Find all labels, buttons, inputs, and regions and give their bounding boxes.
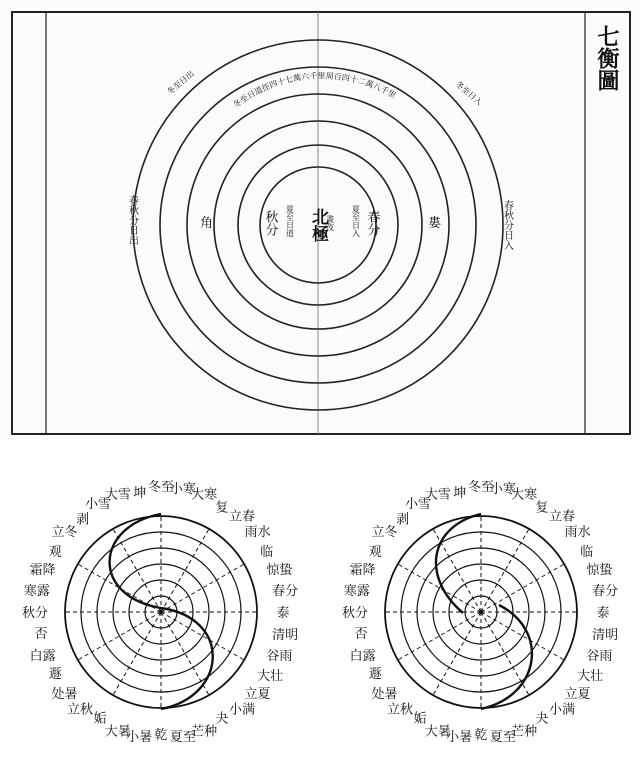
term-label: 夬	[535, 711, 549, 727]
term-label: 坤	[453, 485, 467, 501]
term-label: 夏至	[489, 730, 516, 746]
term-label: 白露	[29, 649, 56, 665]
term-label: 立夏	[244, 687, 271, 702]
term-label: 大暑	[424, 724, 451, 740]
term-label: 否	[34, 627, 48, 643]
left-mark: 角	[200, 216, 214, 231]
summer-solstice-path: 夏至日道	[285, 205, 295, 237]
term-label: 小暑	[446, 730, 473, 746]
term-label: 处暑	[51, 687, 78, 702]
right-arc-text: 冬至日入	[453, 79, 485, 108]
term-label: 立春	[548, 509, 576, 525]
term-label: 雨水	[244, 525, 271, 540]
term-label: 复	[215, 500, 229, 516]
term-label: 剥	[396, 512, 410, 528]
term-label: 谷雨	[586, 649, 613, 665]
term-label: 乾	[474, 728, 488, 743]
term-label: 大壮	[577, 669, 604, 684]
hexagram-diagram-left	[0, 446, 320, 773]
term-label: 秋分	[21, 606, 49, 621]
hexagram-diagram-right	[320, 446, 640, 773]
term-label: 小寒	[489, 481, 516, 497]
term-label: 姤	[413, 711, 427, 727]
term-label: 芒种	[191, 724, 218, 740]
term-label: 小寒	[169, 481, 196, 497]
term-label: 大壮	[257, 669, 284, 684]
term-label: 小满	[548, 702, 576, 718]
term-label: 观	[368, 545, 382, 560]
term-label: 霜降	[29, 562, 56, 578]
right-mark: 婁	[428, 216, 442, 231]
term-label: 立冬	[371, 525, 398, 540]
term-label: 夏至	[169, 730, 196, 746]
term-label: 寒露	[23, 584, 50, 600]
left-arc-text: 冬至日出	[165, 69, 196, 97]
term-label: 小满	[228, 702, 256, 718]
term-label: 白露	[349, 649, 376, 665]
term-label: 大雪	[424, 487, 451, 503]
left-outer-label: 春秋分日出	[126, 195, 138, 245]
term-label: 遯	[368, 667, 382, 682]
term-label: 惊蛰	[586, 562, 613, 578]
term-label: 否	[354, 627, 368, 643]
term-label: 坤	[133, 485, 147, 501]
term-label: 春分	[592, 584, 619, 600]
term-label: 遯	[48, 667, 62, 682]
center-day-night-label: 晝夜	[325, 215, 335, 231]
term-label: 立夏	[564, 687, 591, 702]
term-label: 小暑	[126, 730, 153, 746]
term-label: 泰	[596, 606, 610, 621]
term-label: 芒种	[511, 724, 538, 740]
autumn-equinox-label: 秋分	[262, 210, 278, 236]
spring-equinox-label: 春分	[364, 210, 380, 236]
term-label: 冬至	[147, 480, 175, 495]
term-label: 冬至	[467, 480, 495, 495]
term-label: 姤	[93, 711, 107, 727]
term-label: 乾	[154, 728, 168, 743]
term-label: 谷雨	[266, 649, 293, 665]
term-label: 小雪	[84, 496, 112, 512]
term-label: 清明	[592, 627, 619, 643]
term-label: 惊蛰	[266, 562, 293, 578]
north-pole-label: 北極	[308, 208, 328, 242]
term-label: 临	[580, 545, 594, 560]
term-label: 立冬	[51, 525, 78, 540]
top-arc-text: 冬至日道徑四十七萬六千里周百四十二萬八千里	[231, 71, 398, 110]
term-label: 临	[260, 545, 274, 560]
term-label: 寒露	[343, 584, 370, 600]
term-label: 雨水	[564, 525, 591, 540]
summer-solstice-entry: 夏至日入	[351, 205, 361, 237]
term-label: 处暑	[371, 687, 398, 702]
term-label: 夬	[215, 711, 229, 727]
term-label: 泰	[276, 606, 290, 621]
term-label: 剥	[76, 512, 90, 528]
term-label: 大雪	[104, 487, 131, 503]
term-label: 观	[48, 545, 62, 560]
diagram-title: 七衡圖	[594, 25, 620, 91]
term-label: 大寒	[511, 487, 538, 503]
left-diagram-grid	[65, 516, 257, 708]
term-label: 小雪	[404, 496, 432, 512]
term-label: 秋分	[341, 606, 369, 621]
term-label: 清明	[272, 627, 299, 643]
term-label: 大暑	[104, 724, 131, 740]
term-label: 立秋	[386, 702, 414, 718]
term-label: 立春	[228, 509, 256, 525]
term-label: 立秋	[66, 702, 94, 718]
right-diagram-grid	[385, 516, 577, 708]
term-label: 霜降	[349, 562, 376, 578]
right-outer-label: 春秋分日入	[501, 200, 513, 250]
term-label: 大寒	[191, 487, 218, 503]
term-label: 复	[535, 500, 549, 516]
term-label: 春分	[272, 584, 299, 600]
